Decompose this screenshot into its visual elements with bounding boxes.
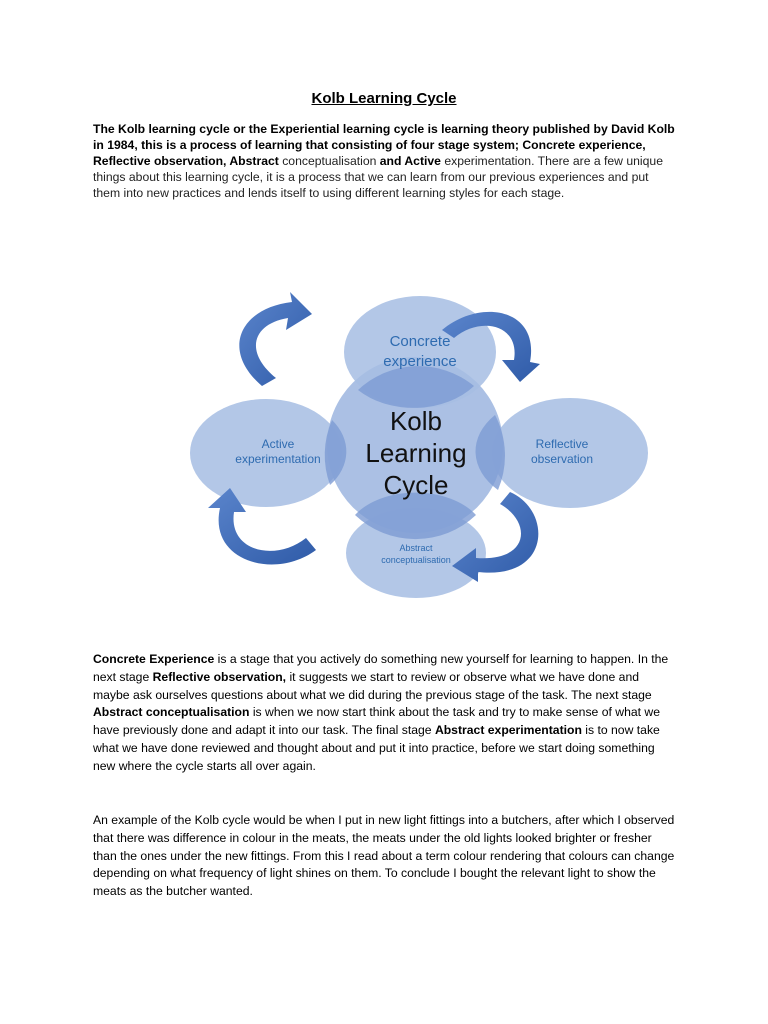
intro-text-2: conceptualisation [282,154,377,168]
left-label-line2: experimentation [235,452,321,466]
bottom-label-line2: conceptualisation [381,555,451,565]
page-title: Kolb Learning Cycle [311,90,457,107]
center-label-line1: Kolb [389,406,443,436]
p1-text-1: Concrete Experience [93,652,215,666]
p1-text-8: is to now take what we have done reviewed and thought about and put it into practice, before we start doing something new where the cycle starts all over again. [93,723,660,773]
top-label-line1: Concrete [389,333,451,350]
p1-text-7: Abstract experimentation [434,723,582,738]
p1-text-2: is a stage that you actively do something new yourself for learning to happen. In the next stage [93,652,669,684]
intro-text-1: The Kolb learning cycle or the Experiential learning cycle is learning theory published by David Kolb in 1984, this is a process of learning that consisting of four stage system; Concrete experience, Reflective observation, Abstract [93,122,675,168]
top-label-line2: experience [383,353,457,370]
body-paragraph-2 [93,812,678,901]
arrow-top-left [239,292,312,386]
intro-paragraph [93,121,678,201]
p1-text-5: Abstract conceptualisation [93,705,250,720]
p2-text: An example of the Kolb cycle would be when I put in new light fittings into a butchers, after which I observed that there was difference in colour in the meats, the meats under the old lights looked brighter or fresher than the ones under the new fittings. From this I read about a term colour rendering that colours can change depending on what frequency of light shines on them. To conclude I bought the relevant light to show the meats as the butcher wanted. [93,813,675,899]
intro-text-3: and Active [376,154,445,168]
left-label-line1: Active [261,437,295,451]
p1-text-4: it suggests we start to review or observe what we have done and maybe ask ourselves questions about what we did during the previous stage of the task. The next stage [93,669,652,702]
p1-text-6: is when we now start think about the task and try to make sense of what we have previously done and adapt it into our task. The final stage [93,705,660,738]
right-label-line2: observation [530,452,594,466]
center-label-line3: Cycle [383,470,449,500]
body-paragraph-1 [93,651,678,776]
bottom-label-line1: Abstract [399,543,433,553]
center-label-line2: Learning [365,438,467,468]
right-label-line1: Reflective [535,437,589,451]
intro-text-4: experimentation. There are a few unique things about this learning cycle, it is a process that we can learn from our previous experiences and put them into new practices and lends itself to using different learning styles for each stage. [93,154,663,200]
p1-text-3: Reflective observation, [152,669,287,684]
kolb-cycle-diagram [180,290,660,610]
